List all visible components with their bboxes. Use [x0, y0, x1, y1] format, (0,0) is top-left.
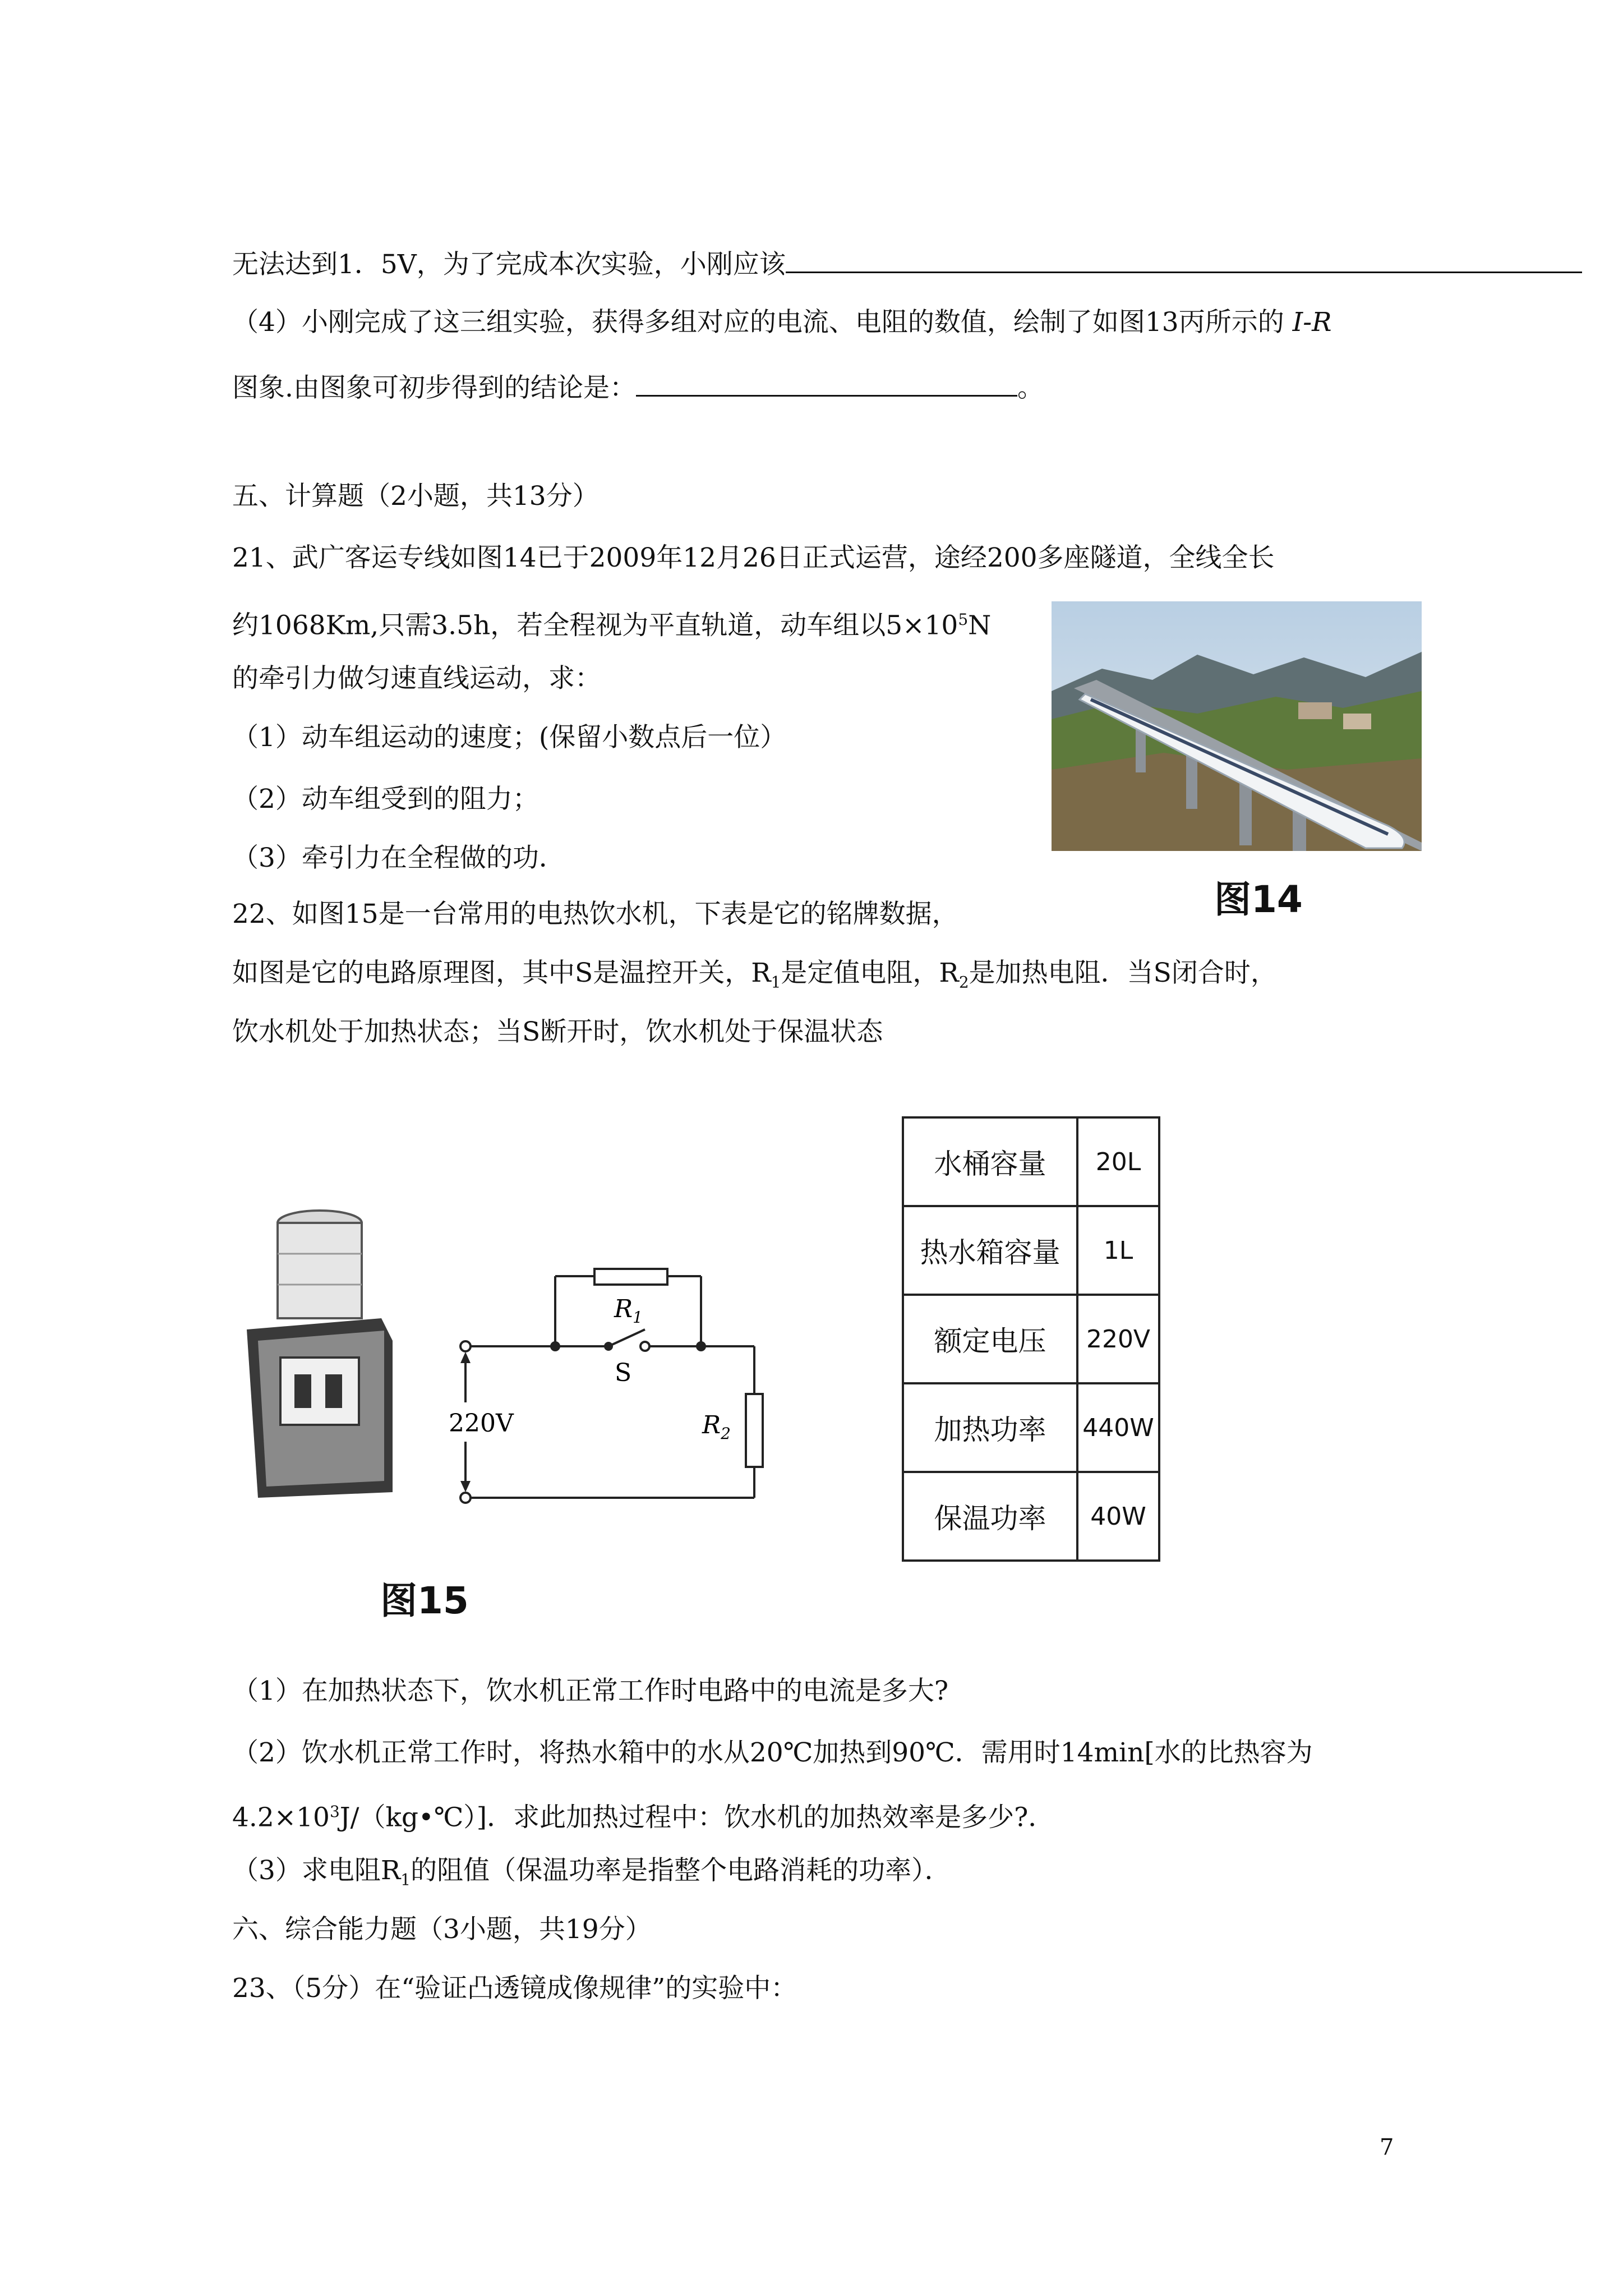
- voltage-label: 220V: [449, 1409, 514, 1438]
- q21-part-2: （2）动车组受到的阻力；: [232, 784, 539, 815]
- q20-line-2: （4）小刚完成了这三组实验，获得多组对应的电流、电阻的数值，绘制了如图13丙所示的 I-R: [232, 307, 1332, 338]
- q21-line-1: 21、武广客运专线如图14已于2009年12月26日正式运营，途经200多座隧道，全线全长: [232, 542, 1275, 573]
- table-row: 加热功率 440W: [903, 1383, 1159, 1472]
- page-number: 7: [1380, 2134, 1394, 2160]
- table-row: 额定电压 220V: [903, 1295, 1159, 1383]
- q23-line: 23、（5分）在“验证凸透镜成像规律”的实验中：: [232, 1973, 797, 2004]
- q22-part-3: （3）求电阻$R_1$的阻值（保温功率是指整个电路消耗的功率）．: [232, 1855, 951, 1889]
- q22-part-1: （1）在加热状态下，饮水机正常工作时电路中的电流是多大?: [232, 1676, 949, 1706]
- r2-label: $R_2$: [702, 1411, 731, 1443]
- q21-line-2: 约1068Km,只需3.5h，若全程视为平直轨道，动车组以$5\times 10^5N$: [232, 610, 992, 641]
- water-dispenser-image: [241, 1200, 398, 1503]
- q20-line-3: 图象.由图象可初步得到的结论是： 。: [232, 370, 1044, 405]
- section-6-heading: 六、综合能力题（3小题，共19分）: [232, 1914, 652, 1945]
- q21-part-3: （3）牵引力在全程做的功．: [232, 843, 565, 873]
- table-row: 保温功率 40W: [903, 1472, 1159, 1561]
- q21-line-3: 的牵引力做匀速直线运动，求：: [232, 663, 601, 694]
- nameplate-table: [902, 1116, 1160, 1562]
- circuit-diagram: [449, 1251, 819, 1520]
- q22-part-2-cont: $4.2\times 10^3J/(kg•℃)$]．求此加热过程中：饮水机的加热效率是多少?．: [232, 1802, 1055, 1833]
- ir-symbol: I-R: [1292, 307, 1332, 338]
- q22-part-2: （2）饮水机正常工作时，将热水箱中的水从20℃加热到90℃．需用时14min[水的比热容为: [232, 1737, 1313, 1768]
- switch-label: S: [615, 1359, 632, 1387]
- figure-15-label: 图15: [380, 1579, 469, 1622]
- q22-line-1: 22、如图15是一台常用的电热饮水机，下表是它的铭牌数据，: [232, 899, 958, 930]
- q20-line-1: 无法达到1．5V，为了完成本次实验，小刚应该: [232, 247, 1582, 282]
- answer-blank-1[interactable]: [786, 247, 1582, 273]
- r1-label: $R_1$: [614, 1295, 643, 1327]
- figure-14-label: 图14: [1214, 878, 1303, 921]
- train-photo: [1052, 601, 1422, 851]
- answer-blank-2[interactable]: [636, 370, 1017, 397]
- q22-line-2: 如图是它的电路原理图，其中S是温控开关，$R_1$是定值电阻，$R_2$是加热电阻．当S闭合时，: [232, 958, 1277, 992]
- table-row: 水桶容量 20L: [903, 1117, 1159, 1206]
- q21-part-1: （1）动车组运动的速度；(保留小数点后一位）: [232, 722, 787, 753]
- q22-line-3: 饮水机处于加热状态；当S断开时，饮水机处于保温状态: [232, 1016, 883, 1047]
- section-5-heading: 五、计算题（2小题，共13分）: [232, 481, 599, 512]
- table-row: 热水箱容量 1L: [903, 1206, 1159, 1295]
